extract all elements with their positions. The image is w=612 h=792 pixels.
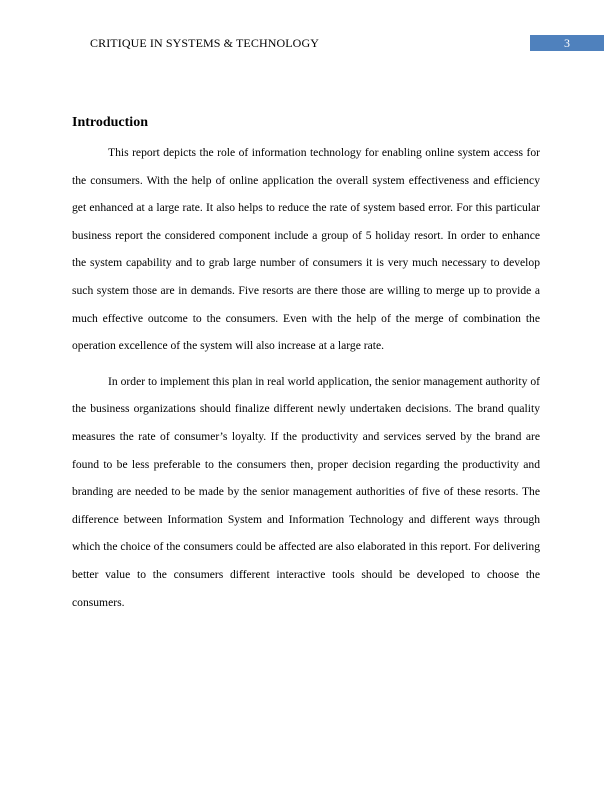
running-head: CRITIQUE IN SYSTEMS & TECHNOLOGY xyxy=(90,36,319,50)
section-heading: Introduction xyxy=(72,115,148,130)
document-body xyxy=(72,113,540,624)
paragraph-1: This report depicts the role of information technology for enabling online system access for the consumers. With the help of online application the overall system effectiveness and efficiency get enhanced at a large rate. It also helps to reduce the rate of system based error. For this particular business report the considered component include a group of 5 holiday resort. In order to enhance the system capability and to grab large number of consumers it is very much necessary to develop such system those are in demands. Five resorts are there those are willing to merge up to provide a much effective outcome to the consumers. Even with the help of the merge of combination the operation excellence of the system will also increase at a large rate. xyxy=(72,146,540,353)
page-number: 3 xyxy=(530,35,604,51)
paragraph-2: In order to implement this plan in real world application, the senior management authority of the business organizations should finalize different newly undertaken decisions. The brand quality measures the rate of consumer’s loyalty. If the productivity and services served by the brand are found to be less preferable to the consumers then, proper decision regarding the productivity and branding are needed to be made by the senior management authorities of five of these resorts. The difference between Information System and Information Technology and different ways through which the choice of the consumers could be affected are also elaborated in this report. For delivering better value to the consumers different interactive tools should be developed to choose the consumers. xyxy=(72,374,540,609)
